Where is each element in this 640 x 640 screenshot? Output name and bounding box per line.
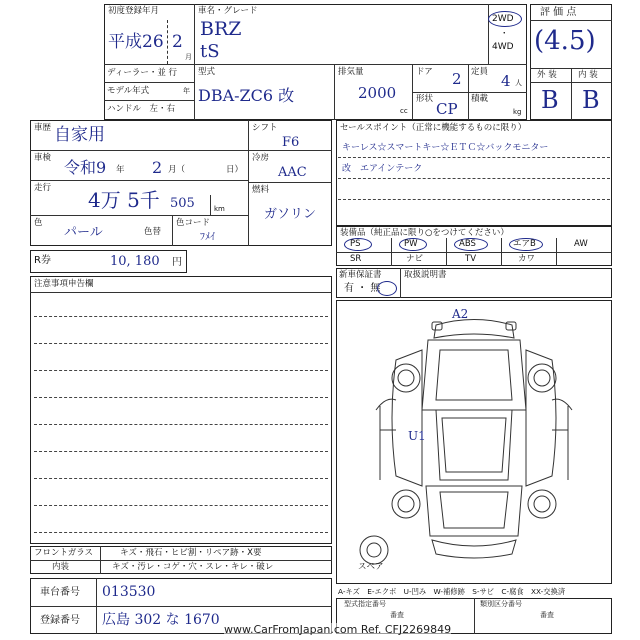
equip-sr: SR (350, 254, 362, 264)
equip-aw: AW (574, 239, 588, 249)
recycle-label: R券 (34, 255, 51, 266)
equip-abs: ABS (459, 239, 476, 249)
chassis-value: 013530 (102, 584, 156, 600)
mileage-sub: 505 (170, 196, 195, 211)
class-label: 類別区分番号 (480, 600, 522, 608)
load-label: 積載 (471, 94, 489, 104)
model-year-label: モデル年式 (107, 86, 150, 96)
notes-label: 注意事項申告欄 (34, 279, 94, 289)
shape-label: 形状 (416, 94, 434, 104)
equip-airbag: エアB (513, 239, 536, 249)
door-value: 2 (452, 70, 462, 88)
first-reg-label: 初度登録年月 (108, 6, 160, 16)
inspection-month-paren: 月（ (168, 165, 186, 175)
equip-ps: PS (350, 239, 361, 249)
drive-2wd: 2WD (492, 14, 514, 24)
displacement-value: 2000 (358, 84, 397, 102)
cc-unit: cc (400, 107, 408, 115)
equip-pw: PW (404, 239, 418, 249)
windshield-desc: キズ・飛石・ヒビ割・リペア跡・X要 (120, 548, 262, 558)
first-reg-era: 平成26 (108, 32, 164, 52)
watermark: www.CarFromJapan.com Ref. CFJ2269849 (224, 623, 452, 636)
interior-desc: キズ・汚レ・コゲ・穴・スレ・キレ・破レ (112, 562, 274, 572)
drive-dot: ・ (500, 29, 509, 39)
mileage-label: 走行 (34, 183, 52, 193)
interior-grade: B (582, 86, 600, 114)
ac-value: AAC (278, 165, 307, 180)
recycle-box (30, 250, 187, 273)
category-label: 車歴 (34, 123, 52, 133)
dealer-label: ディーラー・並 行 (107, 68, 178, 78)
warranty-label: 新車保証書 (339, 270, 382, 280)
color-code-value: ﾌﾒｲ (200, 232, 215, 243)
shape-value: CP (436, 100, 458, 118)
first-reg-month: 2 (172, 32, 183, 52)
kg-unit: kg (513, 108, 522, 116)
type-cert-label: 型式指定番号 (344, 600, 386, 608)
interior-label: 内 装 (578, 70, 598, 80)
manual-label: 取扱説明書 (404, 270, 447, 280)
inspection-day-paren: 日） (226, 165, 244, 175)
km-unit: km (214, 205, 225, 213)
shift-value: F6 (282, 135, 300, 150)
interior-cond-label: 内装 (52, 562, 70, 572)
fuel-value: ガソリン (264, 207, 317, 222)
equip-leather: カワ (518, 254, 536, 264)
plate-label: 登録番号 (40, 615, 80, 626)
displacement-label: 排気量 (338, 67, 364, 77)
shift-label: シフト (252, 123, 278, 133)
month-unit: 月 (185, 53, 192, 61)
inspection-era: 令和9 (64, 158, 107, 177)
rating-score: (4.5) (534, 26, 596, 56)
handle-label: ハンドル 左・右 (107, 104, 176, 114)
exterior-label: 外 装 (537, 70, 557, 80)
equipment-label: 装備品（純正品に限り○をつけてください） (340, 228, 509, 238)
warranty-circle (377, 281, 397, 296)
car-diagram (336, 300, 612, 584)
car-name: BRZ (200, 18, 242, 40)
windshield-label: フロントガラス (34, 548, 93, 558)
door-label: ドア (416, 67, 433, 77)
inspection-label: 車検 (34, 153, 52, 163)
rating-label: 評 価 点 (540, 7, 577, 18)
chassis-label: 車台番号 (40, 587, 80, 598)
ac-label: 冷房 (252, 153, 270, 163)
color-label: 色 (34, 218, 43, 228)
capacity-label: 定員 (471, 67, 489, 77)
inspection-year-unit: 年 (116, 165, 125, 175)
warranty-value: 有 ・ 無 (344, 283, 381, 294)
capacity-value: 4 (501, 72, 511, 90)
capacity-unit: 人 (515, 79, 522, 87)
drive-4wd: 4WD (492, 42, 514, 52)
grade-value: tS (200, 41, 220, 62)
damage-mark-a2: A2 (452, 307, 469, 321)
name-grade-label: 車名・グレード (198, 6, 258, 16)
yen-unit: 円 (172, 257, 182, 268)
equip-tv: TV (465, 254, 477, 264)
category-value: 自家用 (54, 125, 105, 145)
exterior-grade: B (541, 86, 559, 114)
type-value: DBA-ZC6 改 (198, 86, 295, 105)
sales-point-line1: キーレス☆スマートキー☆ＥＴＣ☆バックモニター (342, 143, 549, 153)
color-code-label: 色コード (176, 218, 211, 228)
year-unit-label: 年 (183, 87, 190, 95)
sales-points-label: セールスポイント（正常に機能するものに限り） (340, 123, 527, 133)
type-cert-sub: 番査 (390, 611, 404, 619)
spare-label: スペア (358, 562, 384, 572)
mileage-value: 4万 5千 (88, 188, 160, 212)
sales-point-line2: 改 エアインテーク (342, 164, 423, 174)
equip-navi: ナビ (406, 254, 424, 264)
fuel-label: 燃料 (252, 185, 270, 195)
damage-legend: A-キズ E-エクボ U-凹み W-補修跡 S-サビ C-腐食 XX-交換済 (338, 587, 566, 596)
recycle-value: 10, 180 (110, 254, 160, 269)
inspection-month: 2 (152, 158, 163, 177)
type-label: 型式 (198, 67, 216, 77)
color-value: パール (64, 225, 103, 240)
plate-value: 広島 302 な 1670 (102, 612, 220, 628)
color-change-label: 色替 (144, 227, 162, 237)
damage-mark-u1: U1 (408, 429, 426, 443)
class-sub: 番査 (540, 611, 554, 619)
